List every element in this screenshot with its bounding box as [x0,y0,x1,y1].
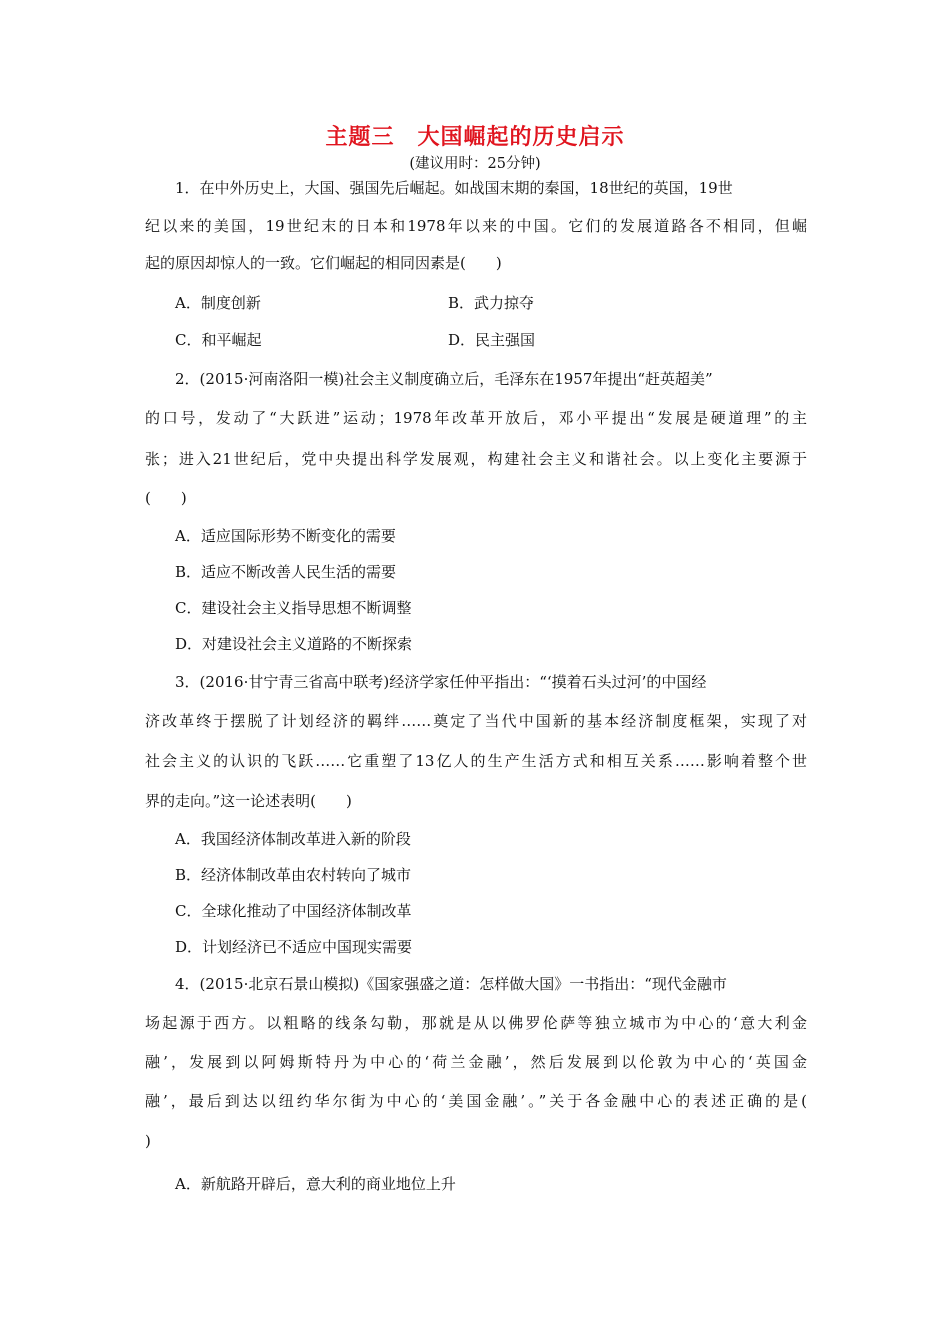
question-1-line-3: 起的原因却惊人的一致。它们崛起的相同因素是( ) [145,254,502,272]
question-2-line-1: 2．(2015·河南洛阳一模)社会主义制度确立后，毛泽东在1957年提出“赶英超美” [175,370,713,388]
page-title: 主题三 大国崛起的历史启示 [325,125,625,150]
page-subtitle: (建议用时：25分钟) [409,156,541,172]
question-3-option-c: C．全球化推动了中国经济体制改革 [175,902,412,920]
question-2-line-3: 张；进入21世纪后，党中央提出科学发展观，构建社会主义和谐社会。以上变化主要源于 [145,450,807,468]
question-2-option-b: B．适应不断改善人民生活的需要 [175,563,397,581]
question-3-option-a: A．我国经济体制改革进入新的阶段 [175,830,411,848]
question-3-line-4: 界的走向。”这一论述表明( ) [145,792,352,810]
question-4-line-4: 融’，最后到达以纽约华尔街为中心的‘美国金融’。”关于各金融中心的表述正确的是( [145,1092,807,1110]
question-3-line-1: 3．(2016·甘宁青三省高中联考)经济学家任仲平指出：“‘摸着石头过河’的中国经 [175,673,707,691]
question-4-line-5: ) [145,1132,151,1150]
question-1-line-1: 1．在中外历史上，大国、强国先后崛起。如战国末期的秦国，18世纪的英国，19世 [175,179,733,197]
question-1-option-c: C．和平崛起 [175,331,262,349]
question-1-option-b: B．武力掠夺 [448,294,535,312]
question-3-option-d: D．计划经济已不适应中国现实需要 [175,938,413,956]
question-4-line-2: 场起源于西方。以粗略的线条勾勒，那就是从以佛罗伦萨等独立城市为中心的‘意大利金 [145,1014,807,1032]
question-2-option-d: D．对建设社会主义道路的不断探索 [175,635,413,653]
question-3-line-2: 济改革终于摆脱了计划经济的羁绊……奠定了当代中国新的基本经济制度框架，实现了对 [145,712,807,730]
question-4-line-1: 4．(2015·北京石景山模拟)《国家强盛之道：怎样做大国》一书指出：“现代金融市 [175,975,727,993]
question-3-option-b: B．经济体制改革由农村转向了城市 [175,866,412,884]
question-2-line-4: ( ) [145,489,187,507]
question-2-line-2: 的口号，发动了“大跃进”运动；1978年改革开放后，邓小平提出“发展是硬道理”的主 [145,409,807,427]
question-4-option-a: A．新航路开辟后，意大利的商业地位上升 [175,1175,456,1193]
question-1-option-a: A．制度创新 [175,294,261,312]
question-2-option-c: C．建设社会主义指导思想不断调整 [175,599,412,617]
question-2-option-a: A．适应国际形势不断变化的需要 [175,527,396,545]
question-3-line-3: 社会主义的认识的飞跃……它重塑了13亿人的生产生活方式和相互关系……影响着整个世 [145,752,807,770]
question-4-line-3: 融’，发展到以阿姆斯特丹为中心的‘荷兰金融’，然后发展到以伦敦为中心的‘英国金 [145,1053,807,1071]
question-1-option-d: D．民主强国 [448,331,536,349]
question-1-line-2: 纪以来的美国，19世纪末的日本和1978年以来的中国。它们的发展道路各不相同，但崛 [145,217,807,235]
